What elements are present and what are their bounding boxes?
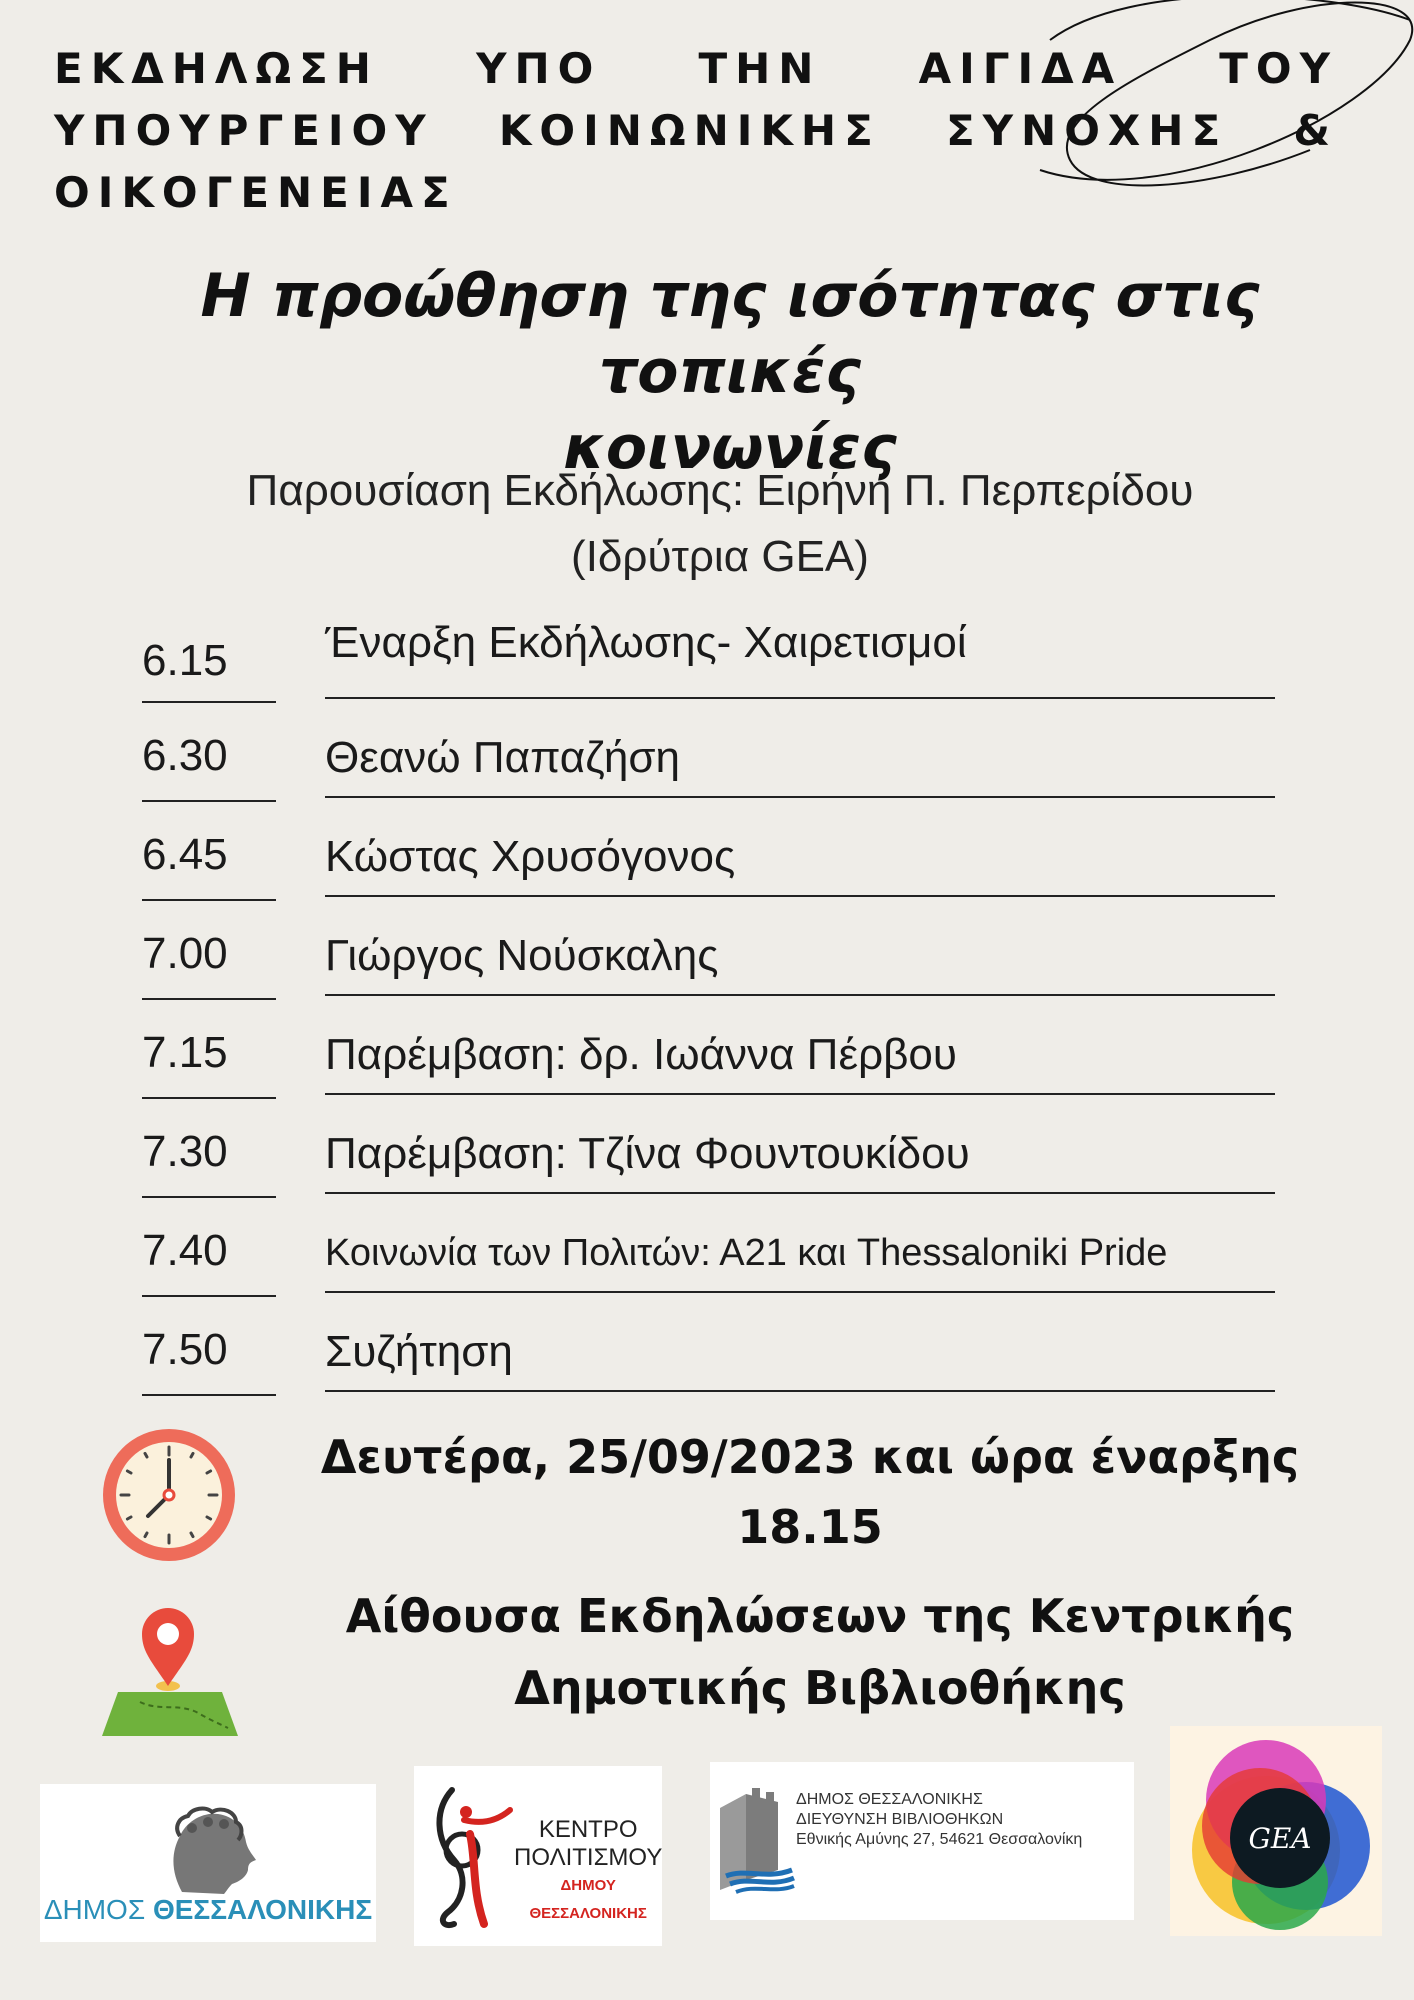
activity-divider (325, 1390, 1275, 1392)
event-title (80, 258, 1380, 486)
header-word: ΥΠΟ (476, 44, 602, 93)
schedule-activity: Θεανώ Παπαζήση (325, 733, 680, 782)
event-date-line-1: Δευτέρα, 25/09/2023 και ώρα έναρξης (320, 1430, 1300, 1484)
activity-divider (325, 895, 1275, 897)
schedule-time: 6.45 (142, 830, 228, 879)
schedule-activity: Παρέμβαση: Τζίνα Φουντουκίδου (325, 1129, 970, 1178)
sponsor-header (54, 38, 1338, 224)
header-line-1 (54, 38, 1338, 100)
culture-center-text (514, 1816, 662, 1928)
event-date-line-2: 18.15 (737, 1500, 883, 1554)
culture-center-line-3: ΔΗΜΟΥ ΘΕΣΣΑΛΟΝΙΚΗΣ (529, 1877, 647, 1922)
event-venue-line-1: Αίθουσα Εκδηλώσεων της Κεντρικής (345, 1589, 1295, 1643)
gea-text: GEA (1248, 1822, 1312, 1855)
alexander-head-icon (152, 1804, 262, 1896)
culture-center-line-1: ΚΕΝΤΡΟ (538, 1816, 638, 1843)
header-line-2 (54, 100, 1338, 162)
event-venue (300, 1580, 1340, 1724)
header-word: ΤΟΥ (1219, 44, 1338, 93)
event-title-line-1: Η προώθηση της ισότητας στις τοπικές (200, 261, 1260, 407)
schedule-row (142, 1107, 1274, 1206)
time-divider (142, 701, 276, 703)
municipality-logo (40, 1784, 376, 1942)
time-divider (142, 1097, 276, 1099)
time-divider (142, 899, 276, 901)
schedule-list (142, 612, 1274, 1404)
header-line-3: ΟΙΚΟΓΕΝΕΙΑΣ (54, 168, 458, 217)
libraries-line-3: Εθνικής Αμύνης 27, 54621 Θεσσαλονίκη (796, 1831, 1083, 1848)
activity-divider (325, 1291, 1275, 1293)
library-building-icon (716, 1784, 796, 1894)
presenter-info (120, 458, 1320, 590)
header-word: ΑΙΓΙΔΑ (918, 44, 1123, 93)
schedule-time: 7.15 (142, 1028, 228, 1077)
schedule-time: 6.30 (142, 731, 228, 780)
dancer-clef-icon (424, 1780, 514, 1930)
header-word: ΕΚΔΗΛΩΣΗ (54, 44, 379, 93)
schedule-activity: Γιώργος Νούσκαλης (325, 931, 719, 980)
clock-icon (100, 1426, 238, 1564)
event-date (320, 1422, 1300, 1562)
header-word: ΥΠΟΥΡΓΕΙΟΥ (54, 106, 434, 155)
municipality-name-light: ΔΗΜΟΣ (43, 1894, 153, 1925)
schedule-activity: Έναρξη Εκδήλωσης- Χαιρετισμοί (325, 618, 967, 667)
header-word: ΣΥΝΟΧΗΣ (945, 106, 1229, 155)
activity-divider (325, 697, 1275, 699)
activity-divider (325, 1192, 1275, 1194)
activity-divider (325, 1093, 1275, 1095)
schedule-row (142, 1008, 1274, 1107)
gea-circles-icon (1170, 1726, 1382, 1936)
header-word: ΚΟΙΝΩΝΙΚΗΣ (498, 106, 881, 155)
gea-logo (1170, 1726, 1382, 1936)
schedule-row (142, 612, 1274, 711)
header-word: & (1293, 106, 1338, 155)
culture-center-logo (414, 1766, 662, 1946)
activity-divider (325, 994, 1275, 996)
schedule-activity: Παρέμβαση: δρ. Ιωάννα Πέρβου (325, 1030, 957, 1079)
activity-divider (325, 796, 1275, 798)
schedule-activity: Κώστας Χρυσόγονος (325, 832, 736, 881)
schedule-time: 7.40 (142, 1226, 228, 1275)
schedule-activity: Κοινωνία των Πολιτών: Α21 και Thessaloniki Pride (325, 1232, 1168, 1274)
event-venue-line-2: Δημοτικής Βιβλιοθήκης (514, 1661, 1126, 1715)
map-pin-icon (100, 1602, 240, 1738)
event-title-line-2: κοινωνίες (563, 413, 897, 483)
header-word: ΤΗΝ (698, 44, 822, 93)
presenter-line-1: Παρουσίαση Εκδήλωσης: Ειρήνη Π. Περπερίδου (246, 466, 1194, 515)
schedule-time: 7.00 (142, 929, 228, 978)
time-divider (142, 1295, 276, 1297)
time-divider (142, 1394, 276, 1396)
municipality-name (40, 1894, 376, 1926)
schedule-row (142, 909, 1274, 1008)
schedule-activity: Συζήτηση (325, 1327, 513, 1376)
schedule-time: 7.30 (142, 1127, 228, 1176)
municipality-name-bold: ΘΕΣΣΑΛΟΝΙΚΗΣ (152, 1894, 373, 1925)
libraries-text (796, 1790, 1082, 1850)
time-divider (142, 998, 276, 1000)
libraries-logo (710, 1762, 1134, 1920)
schedule-time: 7.50 (142, 1325, 228, 1374)
schedule-row (142, 1206, 1274, 1305)
schedule-time: 6.15 (142, 636, 228, 685)
schedule-row (142, 810, 1274, 909)
libraries-line-1: ΔΗΜΟΣ ΘΕΣΣΑΛΟΝΙΚΗΣ (796, 1791, 983, 1808)
culture-center-line-2: ΠΟΛΙΤΙΣΜΟΥ (514, 1844, 662, 1871)
schedule-row (142, 1305, 1274, 1404)
time-divider (142, 1196, 276, 1198)
presenter-line-2: (Ιδρύτρια GEA) (571, 532, 869, 581)
schedule-row (142, 711, 1274, 810)
time-divider (142, 800, 276, 802)
libraries-line-2: ΔΙΕΥΘΥΝΣΗ ΒΙΒΛΙΟΘΗΚΩΝ (796, 1811, 1004, 1828)
